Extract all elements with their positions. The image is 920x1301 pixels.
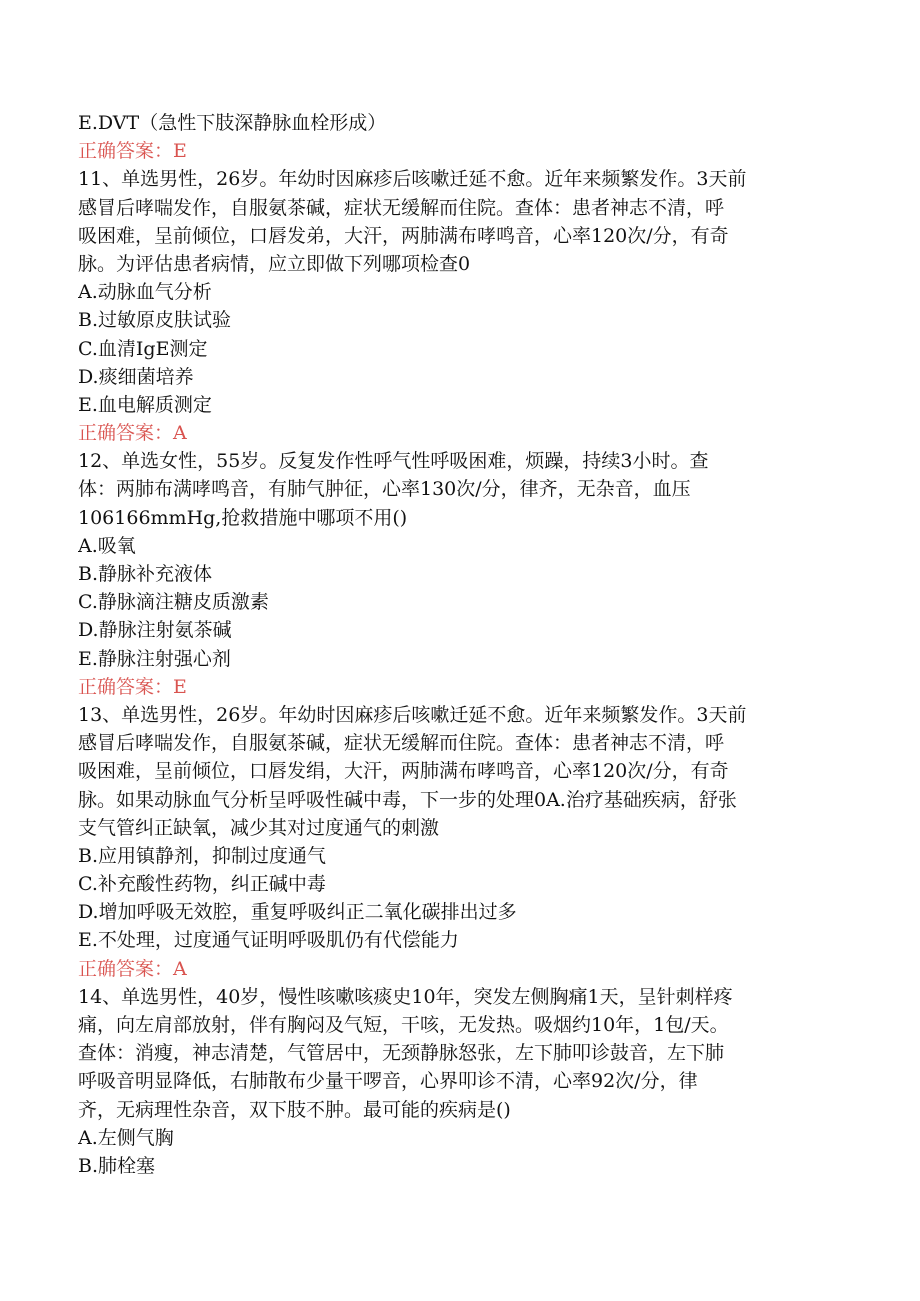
option-line: E.不处理，过度通气证明呼吸肌仍有代偿能力 (78, 929, 459, 952)
correct-answer-line: 正确答案：E (78, 140, 187, 163)
question-line: 106166mmHg,抢救措施中哪项不用() (78, 506, 408, 529)
option-line: C.补充酸性药物，纠正碱中毒 (78, 873, 326, 896)
correct-answer-line: 正确答案：A (78, 957, 187, 980)
option-line: E.DVT（急性下肢深静脉血栓形成） (78, 112, 387, 134)
question-line: 14、单选男性，40岁，慢性咳嗽咳痰史10年，突发左侧胸痛1天，呈针刺样疼 (78, 985, 733, 1008)
question-line: 吸困难，呈前倾位，口唇发绢，大汗，两肺满布哮鸣音，心率120次/分，有奇 (78, 760, 729, 783)
correct-answer-line: 正确答案：A (78, 422, 187, 445)
question-line: 呼吸音明显降低，右肺散布少量干啰音，心界叩诊不清，心率92次/分，律 (78, 1070, 698, 1093)
question-line: 11、单选男性，26岁。年幼时因麻疹后咳嗽迁延不愈。近年来频繁发作。3天前 (78, 168, 747, 191)
option-line: A.左侧气胸 (78, 1126, 174, 1149)
option-line: D.静脉注射氨茶碱 (78, 619, 232, 642)
option-line: C.血清IgE测定 (78, 337, 208, 360)
question-line: 感冒后哮喘发作，自服氨茶碱，症状无缓解而住院。查体：患者神志不清，呼 (78, 196, 725, 219)
option-line: B.肺栓塞 (78, 1154, 156, 1177)
question-line: 感冒后哮喘发作，自服氨茶碱，症状无缓解而住院。查体：患者神志不清，呼 (78, 732, 725, 755)
option-line: E.血电解质测定 (78, 393, 212, 416)
question-line: 体：两肺布满哮鸣音，有肺气肿征，心率130次/分，律齐，无杂音，血压 (78, 478, 691, 501)
option-line: B.应用镇静剂，抑制过度通气 (78, 844, 327, 867)
question-line: 12、单选女性，55岁。反复发作性呼气性呼吸困难，烦躁，持续3小时。查 (78, 450, 709, 473)
option-line: A.动脉血气分析 (78, 281, 212, 304)
question-line: 痛，向左肩部放射，伴有胸闷及气短，干咳，无发热。吸烟约10年，1包/天。 (78, 1014, 729, 1036)
question-line: 13、单选男性，26岁。年幼时因麻疹后咳嗽迁延不愈。近年来频繁发作。3天前 (78, 703, 747, 726)
option-line: C.静脉滴注糖皮质激素 (78, 591, 269, 614)
question-line: 齐，无病理性杂音，双下肢不肿。最可能的疾病是() (78, 1098, 511, 1121)
option-line: E.静脉注射强心剂 (78, 647, 231, 670)
option-line: 支气管纠正缺氧，减少其对过度通气的刺激 (78, 816, 440, 839)
question-line: 吸困难，呈前倾位，口唇发弟，大汗，两肺满布哮鸣音，心率120次/分，有奇 (78, 224, 729, 247)
question-line: 查体：消瘦，神志清楚，气管居中，无颈静脉怒张，左下肺叩诊鼓音，左下肺 (78, 1042, 725, 1065)
option-line: B.静脉补充液体 (78, 563, 213, 585)
option-line: D.增加呼吸无效腔，重复呼吸纠正二氧化碳排出过多 (78, 901, 517, 924)
option-line: D.痰细菌培养 (78, 365, 194, 388)
question-line: 脉。如果动脉血气分析呈呼吸性碱中毒，下一步的处理0A.治疗基础疾病，舒张 (78, 788, 737, 811)
correct-answer-line: 正确答案：E (78, 675, 187, 698)
option-line: B.过敏原皮肤试验 (78, 309, 232, 332)
question-line: 脉。为评估患者病情，应立即做下列哪项检查0 (78, 252, 471, 275)
option-line: A.吸氧 (78, 534, 136, 557)
